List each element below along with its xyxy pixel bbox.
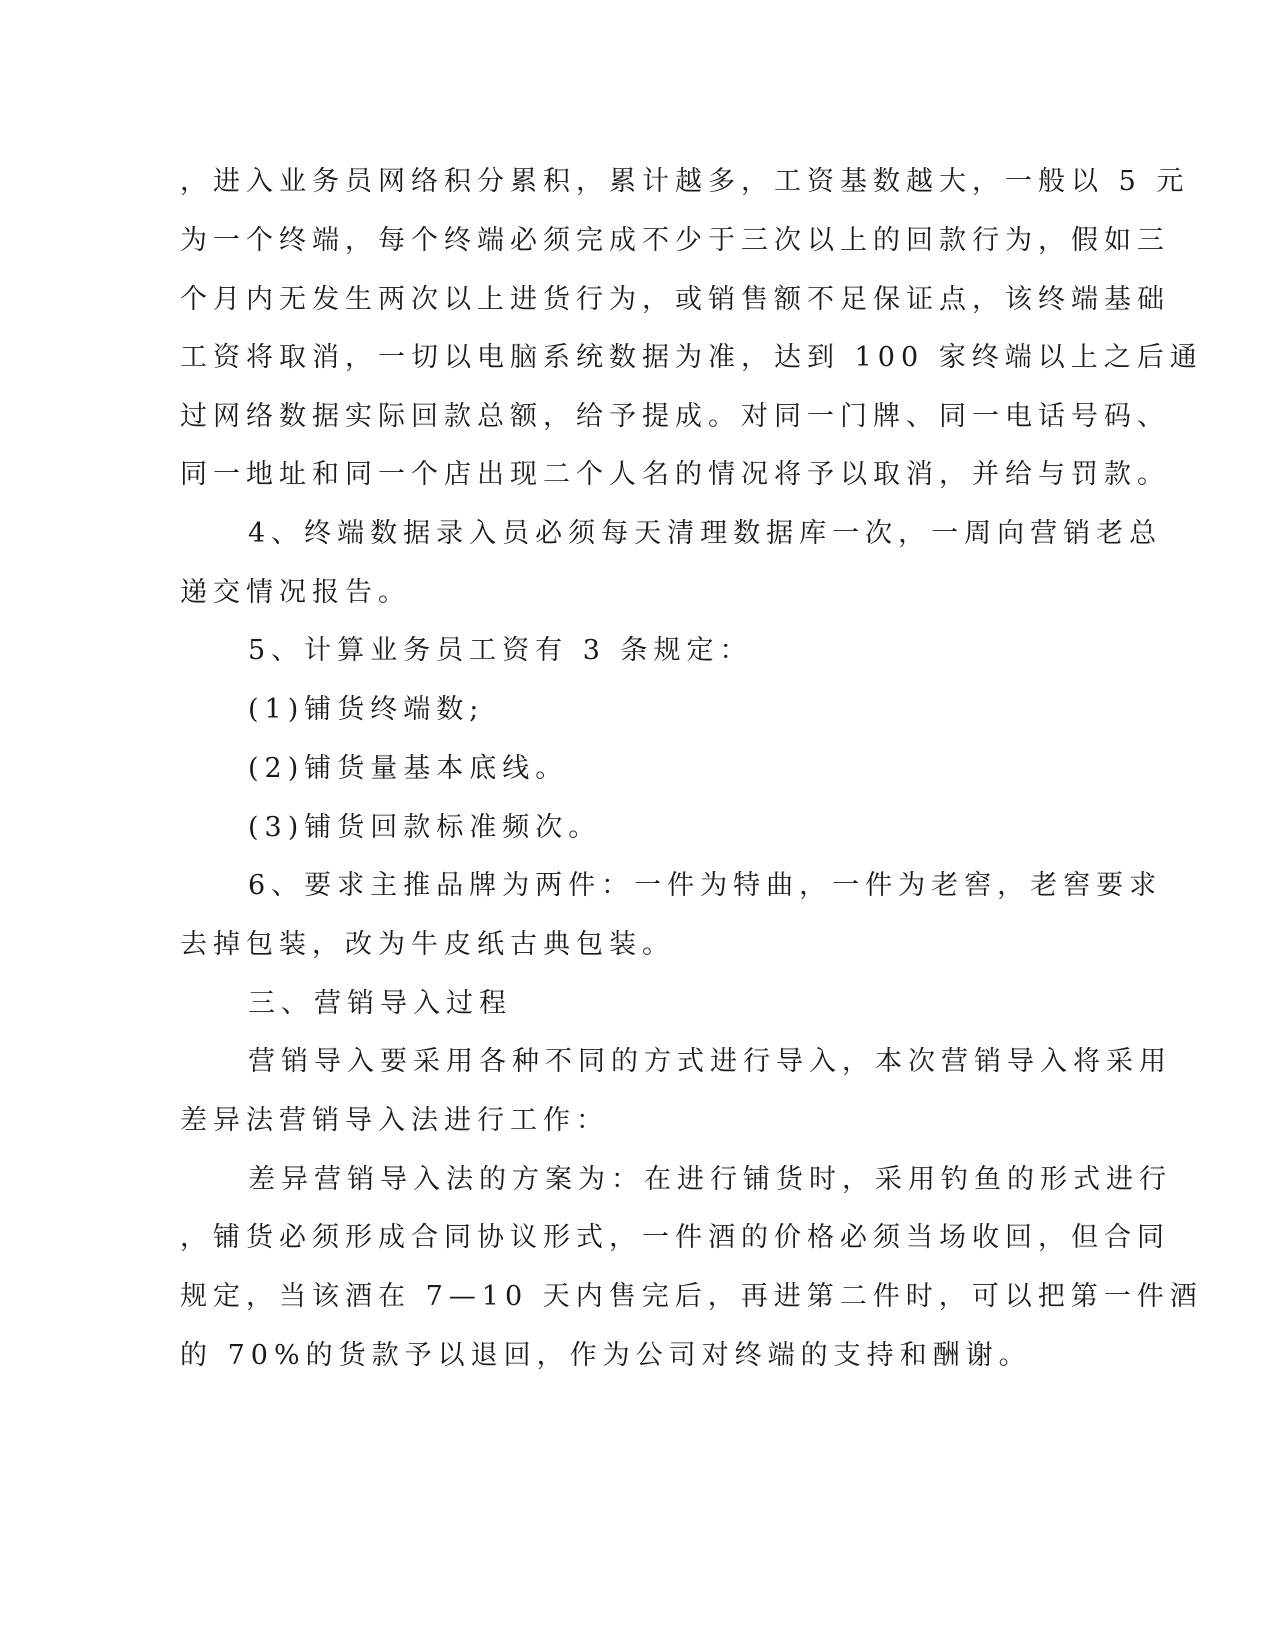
paragraph-line: 为一个终端，每个终端必须完成不少于三次以上的回款行为，假如三 [180, 225, 1170, 256]
paragraph-line: 营销导入要采用各种不同的方式进行导入，本次营销导入将采用 [248, 1046, 1172, 1077]
paragraph-line: ，铺货必须形成合同协议形式，一件酒的价格必须当场收回，但合同 [180, 1222, 1170, 1253]
paragraph-line: 5、计算业务员工资有 3 条规定： [248, 635, 753, 666]
list-item: (1)铺货终端数; [248, 694, 485, 725]
paragraph-line: ，进入业务员网络积分累积，累计越多，工资基数越大，一般以 5 元 [180, 166, 1190, 197]
paragraph-line: 过网络数据实际回款总额，给予提成。对同一门牌、同一电话号码、 [180, 401, 1170, 432]
paragraph-line: 递交情况报告。 [180, 577, 411, 608]
paragraph-line: 同一地址和同一个店出现二个人名的情况将予以取消，并给与罚款。 [180, 459, 1170, 490]
paragraph-line: 差异法营销导入法进行工作： [180, 1105, 609, 1136]
paragraph-line: 个月内无发生两次以上进货行为，或销售额不足保证点，该终端基础 [180, 284, 1170, 315]
paragraph-line: 6、要求主推品牌为两件：一件为特曲，一件为老窖，老窖要求 [248, 870, 1163, 901]
paragraph-line: 的 70%的货款予以退回，作为公司对终端的支持和酬谢。 [180, 1340, 1032, 1371]
paragraph-line: 差异营销导入法的方案为：在进行铺货时，采用钓鱼的形式进行 [248, 1164, 1172, 1195]
paragraph-line: 去掉包装，改为牛皮纸古典包装。 [180, 929, 675, 960]
paragraph-line: 工资将取消，一切以电脑系统数据为准，达到 100 家终端以上之后通 [180, 342, 1203, 373]
paragraph-line: 4、终端数据录入员必须每天清理数据库一次，一周向营销老总 [248, 518, 1163, 549]
section-heading: 三、营销导入过程 [248, 988, 512, 1019]
list-item: (3)铺货回款标准频次。 [248, 812, 602, 843]
paragraph-line: 规定，当该酒在 7—10 天内售完后，再进第二件时，可以把第一件酒 [180, 1281, 1203, 1312]
list-item: (2)铺货量基本底线。 [248, 753, 569, 784]
